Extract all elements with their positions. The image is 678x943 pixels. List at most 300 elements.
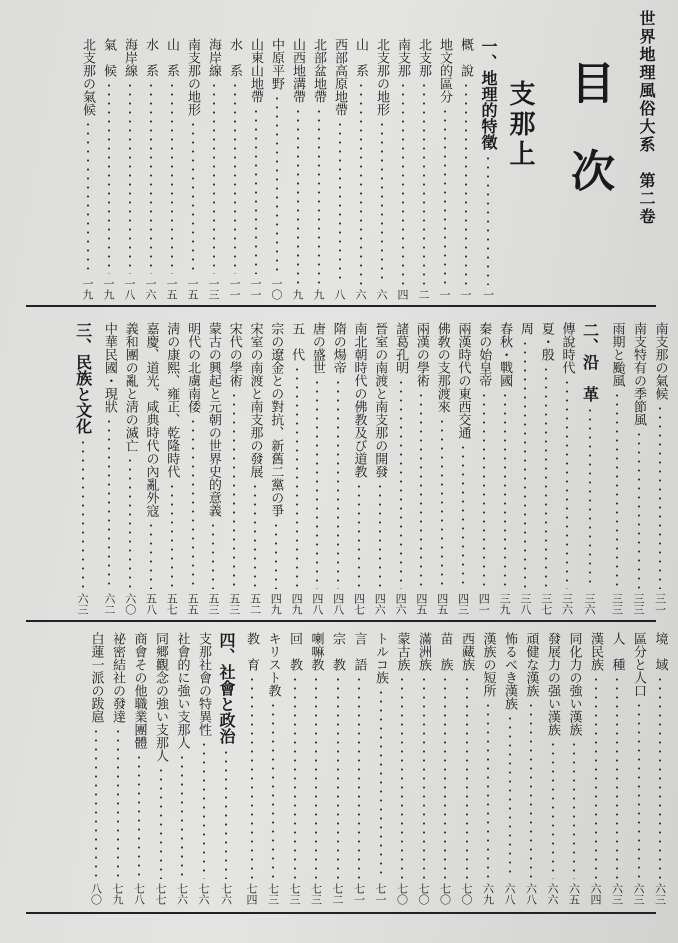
page-number: 四九: [290, 593, 304, 615]
page-number: 七一: [352, 883, 366, 905]
page-number: 七〇: [460, 883, 473, 905]
section-heading-column: [73, 322, 93, 615]
page-number: 一五: [165, 278, 178, 300]
toc-entry: [183, 38, 203, 300]
toc-entry: [457, 632, 477, 905]
toc-entry: [432, 322, 452, 615]
entry-label: 義和團の亂と淸の滅亡: [122, 322, 138, 452]
page-number: 一五: [186, 278, 199, 300]
entry-label: 祕密結社の發達: [110, 632, 125, 723]
leader-dots: [150, 81, 152, 274]
entry-label: 兩漢時代の東西交通: [455, 322, 471, 439]
page-number: 七〇: [438, 883, 452, 905]
leader-dots: [297, 107, 299, 285]
leader-dots: [379, 482, 381, 589]
page-number: 一一: [228, 278, 241, 300]
section-divider: [26, 912, 656, 914]
leader-dots: [337, 378, 339, 589]
toc-entry: [225, 38, 245, 300]
toc-entry: [194, 632, 214, 905]
toc-entry: [263, 632, 283, 905]
entry-label: 南支特有の季節風: [631, 322, 646, 426]
leader-dots: [401, 675, 403, 879]
entry-label: 宋代の學術: [226, 322, 242, 387]
entry-label: 明代の北虜南倭: [185, 322, 201, 413]
entry-label: 諸葛孔明: [393, 322, 409, 374]
toc-entry: [307, 322, 327, 615]
entry-label: 支那社會の特異性: [196, 632, 211, 736]
section-divider: [26, 305, 656, 307]
entry-label: 周: [517, 322, 533, 335]
entry-label: 教 育: [244, 632, 259, 671]
entry-label: 宗 教: [330, 632, 345, 671]
leader-dots: [339, 120, 341, 285]
entry-label: 中華民國・現狀: [101, 322, 117, 413]
entry-label: キリスト教: [265, 632, 281, 697]
toc-entry: [267, 38, 287, 300]
page-number: 六三: [653, 883, 667, 905]
entry-label: 漢族の短所: [480, 632, 496, 697]
page-number: 七〇: [417, 883, 430, 905]
leader-dots: [466, 675, 468, 879]
entry-label: 北部盆地帶: [311, 38, 326, 103]
toc-entry: [393, 38, 413, 300]
leader-dots: [276, 94, 278, 274]
page-number: 七〇: [395, 883, 409, 905]
leader-dots: [192, 120, 194, 274]
toc-entry: [120, 322, 140, 615]
leader-dots: [192, 417, 194, 589]
page-number: 七四: [245, 883, 258, 905]
leader-dots: [296, 365, 298, 589]
entry-label: 西部高原地帶: [332, 38, 347, 116]
leader-dots: [483, 391, 485, 589]
leader-dots: [487, 701, 489, 879]
entry-label: 兩漢の學術: [413, 322, 429, 387]
toc-entry: [330, 38, 350, 300]
leader-dots: [318, 107, 320, 285]
toc-entry: [349, 632, 369, 905]
page-number: 四六: [373, 593, 387, 615]
page-number: 四五: [414, 593, 428, 615]
leader-dots: [524, 339, 526, 589]
page-number: 五二: [248, 593, 262, 615]
leader-dots: [420, 391, 422, 589]
leader-dots: [360, 81, 362, 285]
entry-label: 人 種: [609, 632, 625, 671]
toc-entry: [453, 322, 473, 615]
toc-entry: [224, 322, 244, 615]
leader-dots: [465, 81, 467, 285]
toc-entry: [120, 38, 140, 300]
entry-label: 區分と人口: [631, 632, 646, 697]
page-number: 六八: [503, 883, 516, 905]
page-number: 七一: [374, 883, 387, 905]
page-number: 六五: [567, 883, 581, 905]
page-number: 四七: [352, 593, 366, 615]
entry-label: 水 系: [227, 38, 242, 77]
page-number: 一六: [144, 278, 157, 300]
leader-dots: [234, 81, 236, 274]
page-number: 二: [417, 289, 430, 300]
toc-entry: [392, 632, 412, 905]
page-number: 六〇: [123, 593, 137, 615]
leader-dots: [444, 675, 446, 879]
leader-dots: [138, 753, 140, 879]
page-number: 一九: [81, 278, 94, 300]
page-number: 八: [333, 289, 346, 300]
page-number: 四六: [394, 593, 408, 615]
page-number: 一三: [207, 278, 220, 300]
entry-label: 春秋・戰國: [497, 322, 513, 387]
toc-entry: [266, 322, 286, 615]
section-heading-column: [478, 38, 498, 300]
leader-dots: [380, 688, 382, 879]
entry-label: 社會的に強い支那人: [174, 632, 190, 749]
entry-label: 山 系: [164, 38, 179, 77]
page-number: 一〇: [270, 278, 283, 300]
page-number: 五八: [144, 593, 158, 615]
toc-entry: [521, 632, 541, 905]
leader-dots: [337, 675, 339, 879]
entry-label: 北支那の氣候: [80, 38, 95, 116]
entry-label: 喇嘛教: [308, 632, 324, 671]
leader-dots: [225, 748, 227, 879]
page-number: 六六: [546, 883, 559, 905]
toc-entry: [141, 322, 161, 615]
page-number: 五七: [165, 593, 179, 615]
page-number: 四八: [310, 593, 324, 615]
page-number: 五三: [227, 593, 241, 615]
entry-label: 夏・殷: [538, 322, 554, 361]
entry-label: トルコ族: [373, 632, 388, 684]
entry-label: 佛敎の支那渡來: [434, 322, 450, 413]
page-number: 七八: [132, 883, 146, 905]
toc-entry: [151, 632, 171, 905]
entry-label: 苗 族: [437, 632, 453, 671]
page-number: 七二: [331, 883, 344, 905]
leader-dots: [659, 675, 661, 879]
leader-dots: [504, 391, 506, 589]
page-number: 三七: [539, 593, 553, 615]
leader-dots: [203, 740, 205, 879]
toc-entry: [328, 322, 348, 615]
entry-label: 山西地溝帶: [290, 38, 305, 103]
page-number: 一: [481, 289, 495, 300]
leader-dots: [423, 81, 425, 285]
leader-dots: [272, 701, 274, 879]
leader-dots: [315, 675, 317, 879]
leader-dots: [316, 378, 318, 589]
entry-label: 境 域: [652, 632, 668, 671]
entry-label: 宋室の南渡と南支那の發展: [247, 322, 263, 478]
toc-entry: [478, 632, 498, 905]
entry-label: 五 代: [289, 322, 305, 361]
toc-entry: [246, 38, 266, 300]
toc-entry: [99, 38, 119, 300]
page-number: 七六: [219, 883, 233, 905]
main-title: 目 次: [563, 60, 614, 192]
toc-entry: [141, 38, 161, 300]
entry-label: 海岸線: [206, 38, 221, 77]
entry-label: 傳說時代: [559, 322, 575, 374]
page-number: 四九: [269, 593, 283, 615]
toc-entry: [650, 322, 670, 615]
page-number: 六三: [610, 883, 624, 905]
page-number: 三六: [560, 593, 574, 615]
leader-dots: [95, 727, 97, 879]
page-number: 六: [354, 289, 367, 300]
page-number: 四五: [435, 593, 449, 615]
leader-dots: [213, 81, 215, 274]
entry-label: 蒙古族: [394, 632, 410, 671]
toc-entry: [309, 38, 329, 300]
toc-entry: [495, 322, 515, 615]
leader-dots: [400, 378, 402, 589]
series-title: 世界地理風俗大系 第二卷: [637, 10, 656, 226]
page-number: 三一: [653, 593, 667, 615]
entry-label: 隋の煬帝: [330, 322, 346, 374]
entry-label: 中原平野: [269, 38, 284, 90]
entry-label: 南北朝時代の佛教及び道教: [351, 322, 367, 478]
leader-dots: [595, 675, 597, 879]
entry-label: 同化力の強い漢族: [566, 632, 582, 736]
entry-label: 商會その他職業團體: [131, 632, 147, 749]
toc-entry: [391, 322, 411, 615]
toc-entry: [557, 322, 577, 615]
leader-dots: [659, 404, 661, 589]
entry-label: 南支那の地形: [185, 38, 200, 116]
leader-dots: [381, 120, 383, 285]
toc-entry: [629, 632, 649, 905]
toc-entry: [285, 632, 305, 905]
leader-dots: [254, 482, 256, 589]
page-number: 四: [396, 289, 409, 300]
leader-dots: [589, 406, 591, 589]
section-heading-column: [580, 322, 600, 615]
leader-dots: [530, 701, 532, 879]
page-number: 七三: [288, 883, 301, 905]
toc-entry: [306, 632, 326, 905]
volume-title: 支那上: [505, 80, 535, 170]
entry-label: 淸の康熙、雍正、乾隆時代: [164, 322, 180, 478]
page-number: 一九: [102, 278, 115, 300]
leader-dots: [171, 81, 173, 274]
toc-entry: [351, 38, 371, 300]
leader-dots: [423, 675, 425, 879]
leader-dots: [233, 391, 235, 589]
toc-entry: [414, 632, 434, 905]
entry-label: 唐の盛世: [309, 322, 325, 374]
leader-dots: [462, 443, 464, 589]
leader-dots: [552, 740, 554, 879]
entry-label: 頑健な漢族: [523, 632, 539, 697]
toc-entry: [162, 322, 182, 615]
toc-entry: [543, 632, 563, 905]
page-number: 七六: [175, 883, 189, 905]
toc-entry: [500, 632, 520, 905]
entry-label: 氣 候: [101, 38, 116, 77]
toc-entry: [204, 38, 224, 300]
toc-entry: [183, 322, 203, 615]
entry-label: 漢民族: [588, 632, 603, 671]
toc-entry: [242, 632, 262, 905]
entry-label: 怖るべき漢族: [502, 632, 517, 710]
page-number: 三三: [632, 593, 645, 615]
leader-dots: [545, 365, 547, 589]
toc-entry: [288, 38, 308, 300]
toc-entry: [370, 322, 390, 615]
page-number: 七三: [309, 883, 323, 905]
leader-dots: [358, 482, 360, 589]
leader-dots: [150, 521, 152, 589]
toc-entry: [372, 38, 392, 300]
page-number: 五五: [186, 593, 200, 615]
page-number: 六八: [524, 883, 538, 905]
toc-entry: [86, 632, 106, 905]
page-number: 四一: [477, 593, 491, 615]
entry-label: 同郷觀念の強い支那人: [153, 632, 168, 762]
section-divider: [26, 620, 656, 622]
leader-dots: [171, 482, 173, 589]
page-number: 七七: [154, 883, 167, 905]
entry-label: 海岸線: [122, 38, 137, 77]
toc-entry: [515, 322, 535, 615]
page-number: 三六: [583, 593, 596, 615]
entry-label: 白蓮一派の跋扈: [88, 632, 104, 723]
leader-dots: [509, 714, 511, 879]
page-number: 六三: [632, 883, 645, 905]
leader-dots: [487, 154, 489, 285]
entry-label: 秦の始皇帝: [476, 322, 492, 387]
entry-label: 水 系: [143, 38, 158, 77]
leader-dots: [108, 417, 110, 589]
page-number: 三三: [610, 593, 624, 615]
page-number: 六三: [76, 593, 90, 615]
leader-dots: [275, 521, 277, 589]
page-number: 四三: [456, 593, 470, 615]
entry-label: 蒙古の興起と元朝の世界史的意義: [205, 322, 221, 517]
leader-dots: [616, 391, 618, 589]
entry-label: 南支那の氣候: [652, 322, 668, 400]
page-number: 三八: [518, 593, 532, 615]
entry-label: 晉室の南渡と南支那の開發: [372, 322, 388, 478]
entry-label: 北支那の地形: [374, 38, 389, 116]
toc-entry: [414, 38, 434, 300]
toc-entry: [78, 38, 98, 300]
entry-label: 雨期と颱風: [609, 322, 625, 387]
toc-entry: [607, 632, 627, 905]
section-heading: 四、社會と政治: [217, 632, 236, 744]
toc-entry: [129, 632, 149, 905]
toc-entry: [650, 632, 670, 905]
leader-dots: [251, 675, 253, 879]
page-number: 七六: [197, 883, 210, 905]
section-heading: 二、沿 革: [580, 322, 600, 402]
leader-dots: [294, 675, 296, 879]
page-number: 九: [291, 289, 304, 300]
page-number: 四八: [331, 593, 345, 615]
entry-label: 山 系: [353, 38, 368, 77]
section-heading-column: [216, 632, 236, 905]
entry-label: 宗の遼金との對抗、新舊二黨の爭: [268, 322, 284, 517]
toc-entry: [536, 322, 556, 615]
toc-entry: [435, 38, 455, 300]
section-heading: 一、地理的特徵: [479, 38, 498, 150]
section-heading: 三、民族と文化: [73, 322, 93, 434]
leader-dots: [444, 107, 446, 285]
toc-entry: [629, 322, 649, 615]
page-number: 八〇: [89, 883, 103, 905]
leader-dots: [129, 456, 131, 589]
toc-entry: [456, 38, 476, 300]
leader-dots: [181, 753, 183, 879]
leader-dots: [638, 430, 640, 589]
leader-dots: [87, 120, 89, 274]
toc-entry: [287, 322, 307, 615]
entry-label: 南支那: [395, 38, 410, 77]
page-number: 三九: [498, 593, 512, 615]
page-number: 六九: [481, 883, 495, 905]
page-number: 六二: [102, 593, 116, 615]
entry-label: 西藏族: [459, 632, 474, 671]
leader-dots: [129, 81, 131, 274]
entry-label: 北支那: [416, 38, 431, 77]
toc-entry: [474, 322, 494, 615]
toc-entry: [172, 632, 192, 905]
toc-entry: [99, 322, 119, 615]
leader-dots: [212, 521, 214, 589]
leader-dots: [566, 378, 568, 589]
entry-label: 言 語: [351, 632, 367, 671]
toc-entry: [245, 322, 265, 615]
toc-entry: [349, 322, 369, 615]
toc-entry: [586, 632, 606, 905]
leader-dots: [573, 740, 575, 879]
toc-entry: [607, 322, 627, 615]
entry-label: 地文的區分: [437, 38, 452, 103]
entry-label: 概 說: [458, 38, 473, 77]
page-number: 一一: [249, 278, 262, 300]
leader-dots: [441, 417, 443, 589]
entry-label: 發展力の强い漢族: [545, 632, 560, 736]
entry-label: 嘉慶、道光、咸典時代の內亂外寇: [143, 322, 159, 517]
entry-label: 山東山地帶: [248, 38, 263, 103]
leader-dots: [160, 766, 162, 879]
toc-entry: [203, 322, 223, 615]
toc-entry: [328, 632, 348, 905]
leader-dots: [117, 727, 119, 879]
leader-dots: [616, 675, 618, 879]
leader-dots: [255, 107, 257, 274]
page-number: 一: [438, 289, 451, 300]
toc-entry: [411, 322, 431, 615]
page-number: 七三: [266, 883, 280, 905]
page-number: 七九: [111, 883, 124, 905]
entry-label: 滿洲族: [416, 632, 431, 671]
leader-dots: [358, 675, 360, 879]
toc-entry: [564, 632, 584, 905]
leader-dots: [402, 81, 404, 285]
page-number: 一八: [123, 278, 136, 300]
leader-dots: [638, 701, 640, 879]
page-number: 六: [375, 289, 388, 300]
page-number: 五三: [206, 593, 220, 615]
leader-dots: [108, 81, 110, 274]
page-number: 九: [312, 289, 325, 300]
page-number: 一: [459, 289, 472, 300]
leader-dots: [82, 438, 84, 589]
